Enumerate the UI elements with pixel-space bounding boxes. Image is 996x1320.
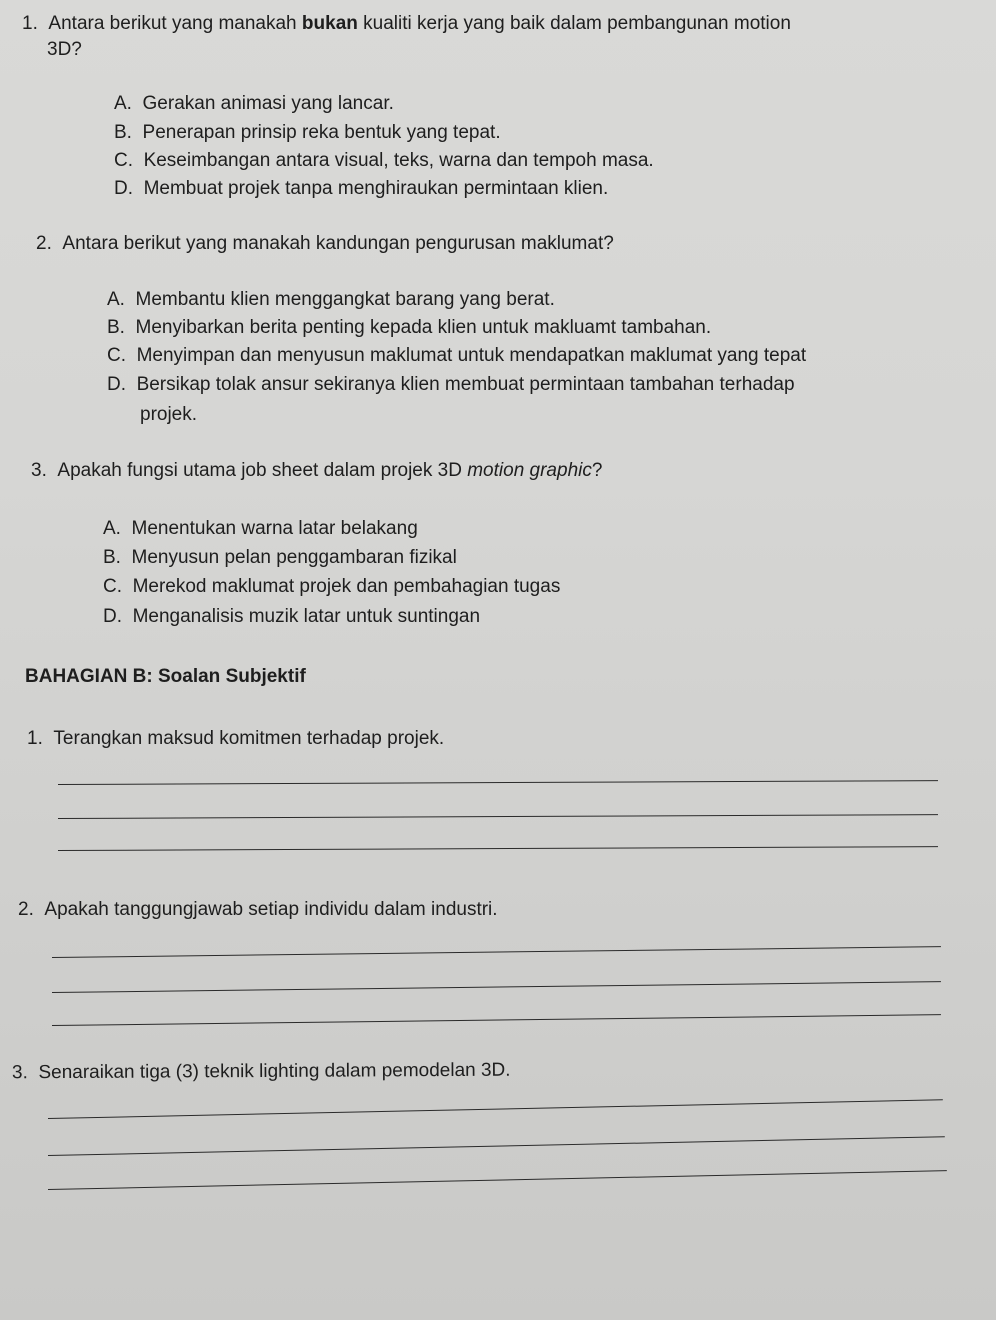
- answer-line[interactable]: [52, 981, 941, 993]
- answer-line[interactable]: [58, 780, 938, 785]
- option-d-cont: projek.: [140, 404, 198, 425]
- answer-line[interactable]: [48, 1170, 947, 1190]
- answer-line[interactable]: [48, 1099, 943, 1119]
- question-stem: 2. Apakah tanggungjawab setiap individu dalam industri.: [18, 899, 498, 920]
- answer-line[interactable]: [58, 846, 938, 851]
- option-d: D. Membuat projek tanpa menghiraukan permintaan klien.: [114, 178, 609, 199]
- question-3-stem: 3. Apakah fungsi utama job sheet dalam projek 3D motion graphic?: [31, 460, 603, 481]
- question-stem: 3. Senaraikan tiga (3) teknik lighting dalam pemodelan 3D.: [11, 1059, 511, 1084]
- answer-line[interactable]: [52, 1014, 941, 1026]
- option-a: A. Membantu klien menggangkat barang yang berat.: [107, 289, 555, 310]
- option-b: B. Menyibarkan berita penting kepada klien untuk makluamt tambahan.: [107, 317, 712, 338]
- option-b: B. Penerapan prinsip reka bentuk yang tepat.: [114, 122, 501, 143]
- option-b: B. Menyusun pelan penggambaran fizikal: [103, 547, 457, 568]
- option-d: D. Menganalisis muzik latar untuk suntingan: [103, 606, 481, 627]
- option-d: D. Bersikap tolak ansur sekiranya klien membuat permintaan tambahan terhadap: [107, 374, 795, 395]
- option-c: C. Merekod maklumat projek dan pembahagian tugas: [103, 576, 561, 597]
- section-b-heading: BAHAGIAN B: Soalan Subjektif: [25, 666, 306, 687]
- question-stem: 1. Terangkan maksud komitmen terhadap projek.: [27, 728, 445, 749]
- option-a: A. Gerakan animasi yang lancar.: [114, 93, 394, 114]
- answer-line[interactable]: [58, 814, 938, 819]
- option-c: C. Keseimbangan antara visual, teks, warna dan tempoh masa.: [114, 150, 654, 171]
- option-a: A. Menentukan warna latar belakang: [103, 518, 418, 539]
- question-2-stem: 2. Antara berikut yang manakah kandungan pengurusan maklumat?: [36, 233, 614, 254]
- answer-line[interactable]: [48, 1136, 945, 1156]
- question-1-stem-cont: 3D?: [47, 39, 82, 60]
- answer-line[interactable]: [52, 946, 941, 958]
- question-1-stem: 1. Antara berikut yang manakah bukan kualiti kerja yang baik dalam pembangunan motion: [22, 13, 791, 34]
- option-c: C. Menyimpan dan menyusun maklumat untuk mendapatkan maklumat yang tepat: [107, 345, 807, 366]
